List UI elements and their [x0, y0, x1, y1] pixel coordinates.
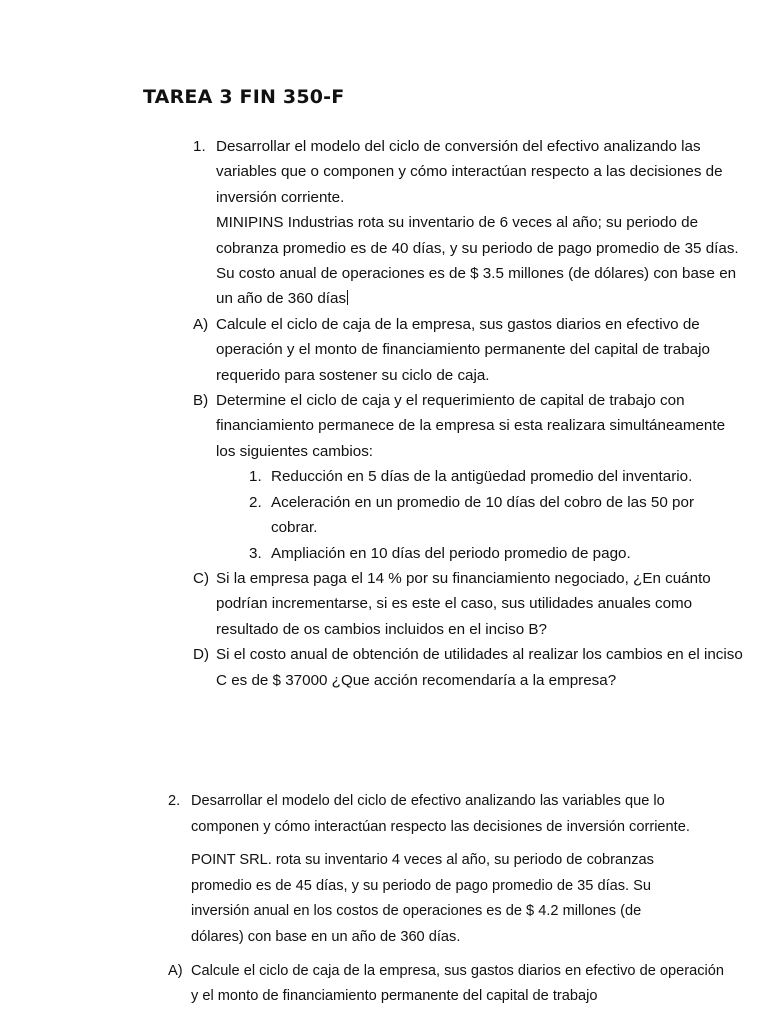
item-letter: C) — [193, 569, 210, 587]
item-d — [193, 642, 743, 693]
item-a — [193, 312, 743, 388]
case-text: POINT SRL. rota su inventario 4 veces al año, su periodo de cobranzas promedio es de 45 días, y su periodo de pago promedio de 35 días. Su inversión anual en los costos de operaciones es de $ 4.2 millones (de dólares) con base en un año de 360 días. — [191, 852, 654, 945]
question-text: Desarrollar el modelo del ciclo de conversión del efectivo analizando las variables que o componen y cómo interactúan respecto a las decisiones de inversión corriente. — [216, 138, 723, 206]
item-a — [168, 959, 728, 1010]
question-1 — [193, 134, 743, 693]
item-text: Calcule el ciclo de caja de la empresa, sus gastos diarios en efectivo de operación y el monto de financiamiento permanente del capital de trabajo requerido para sostener su ciclo de caja. — [216, 315, 710, 384]
document-title: TAREA 3 FIN 350-F — [143, 86, 345, 108]
question-number: 1. — [193, 138, 206, 155]
question-2-case — [168, 848, 728, 950]
sub-item-text: Ampliación en 10 días del periodo promedio de pago. — [271, 544, 631, 562]
question-number: 2. — [168, 793, 181, 809]
question-text: Desarrollar el modelo del ciclo de efectivo analizando las variables que lo componen y cómo interactúan respecto las decisiones de inversión corriente. — [191, 793, 690, 835]
item-b — [193, 388, 743, 464]
sub-item-number: 1. — [249, 468, 262, 486]
item-text: Si el costo anual de obtención de utilidades al realizar los cambios en el inciso C es de $ 37000 ¿Que acción recomendaría a la empresa? — [216, 646, 743, 689]
item-letter: B) — [193, 392, 209, 410]
case-text: MINIPINS Industrias rota su inventario de 6 veces al año; su periodo de cobranza promedio es de 40 días, y su periodo de pago promedio de 35 días. Su costo anual de operaciones es de $ 3.5 millones (de dólares) con base en un año de 360 días — [216, 214, 739, 308]
text-cursor — [347, 290, 348, 305]
item-letter: D) — [193, 646, 210, 664]
item-text: Calcule el ciclo de caja de la empresa, sus gastos diarios en efectivo de operación y el monto de financiamiento permanente del capital de trabajo — [191, 962, 724, 1005]
question-1-statement — [193, 134, 743, 210]
sub-item-1 — [249, 464, 743, 489]
question-2-statement — [168, 789, 728, 840]
sub-item-2 — [249, 490, 743, 541]
sub-item-number: 3. — [249, 544, 262, 562]
item-text: Determine el ciclo de caja y el requerimiento de capital de trabajo con financiamiento permanece de la empresa si esta realizara simultáneamente los siguientes cambios: — [216, 392, 726, 460]
item-c — [193, 566, 743, 642]
sub-item-3 — [249, 541, 743, 566]
item-letter: A) — [168, 962, 183, 979]
item-text: Si la empresa paga el 14 % por su financiamiento negociado, ¿En cuánto podrían incrementarse, si es este el caso, sus utilidades anuales como resultado de os cambios incluidos en el inciso B? — [216, 569, 711, 638]
sub-item-text: Reducción en 5 días de la antigüedad promedio del inventario. — [271, 468, 693, 486]
question-2 — [168, 789, 728, 1010]
sub-item-number: 2. — [249, 493, 262, 511]
question-1-case — [193, 210, 743, 312]
sub-item-text: Aceleración en un promedio de 10 días del cobro de las 50 por cobrar. — [271, 493, 694, 537]
item-letter: A) — [193, 315, 209, 333]
